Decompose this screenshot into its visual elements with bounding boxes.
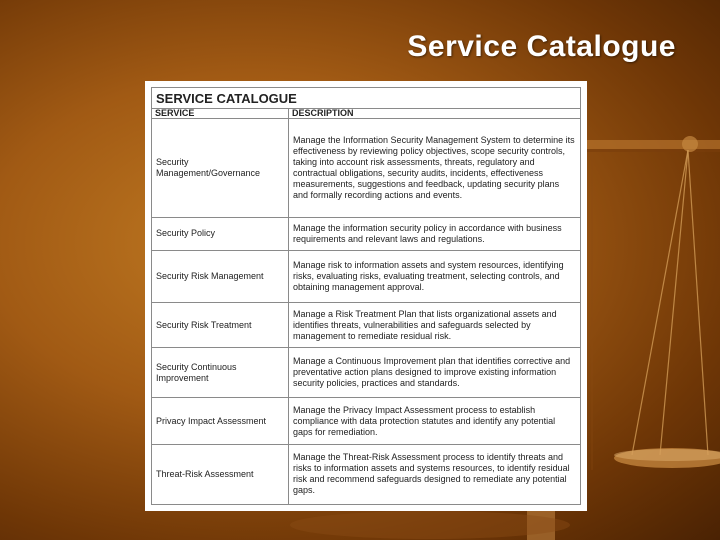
service-name: Security Risk Treatment: [152, 303, 289, 348]
catalogue-title: SERVICE CATALOGUE: [152, 88, 581, 109]
column-header-service: SERVICE: [152, 109, 289, 119]
service-name: Security Risk Management: [152, 250, 289, 302]
service-description: Manage a Risk Treatment Plan that lists organizational assets and identifies threats, vulnerabilities and safeguards selected by management to remediate residual risk.: [289, 303, 581, 348]
table-row: [152, 398, 581, 444]
service-catalogue-document: [145, 81, 587, 511]
service-catalogue-table: [151, 87, 581, 505]
service-name: Threat-Risk Assessment: [152, 444, 289, 504]
service-name: Security Management/Governance: [152, 119, 289, 217]
service-description: Manage the Privacy Impact Assessment process to establish compliance with data protection statutes and identify any potential gaps for remediation.: [289, 398, 581, 444]
service-description: Manage a Continuous Improvement plan that identifies corrective and preventative action plans designed to improve existing information security policies, practices and standards.: [289, 348, 581, 398]
service-name: Privacy Impact Assessment: [152, 398, 289, 444]
table-row: [152, 348, 581, 398]
service-description: Manage risk to information assets and system resources, identifying risks, evaluating risks, evaluating treatment, selecting controls, and obtaining management approval.: [289, 250, 581, 302]
service-name: Security Policy: [152, 217, 289, 250]
service-description: Manage the Threat-Risk Assessment process to identify threats and risks to information assets and systems resources, to identify residual risk and recommend safeguards designed to remediate any potential gaps.: [289, 444, 581, 504]
service-description: Manage the information security policy in accordance with business requirements and relevant laws and regulations.: [289, 217, 581, 250]
column-header-description: DESCRIPTION: [289, 109, 581, 119]
table-row: [152, 250, 581, 302]
table-row: [152, 303, 581, 348]
table-row: [152, 444, 581, 504]
service-name: Security Continuous Improvement: [152, 348, 289, 398]
slide-title: Service Catalogue: [407, 30, 676, 63]
table-row: [152, 217, 581, 250]
service-description: Manage the Information Security Management System to determine its effectiveness by reviewing policy objectives, scope security controls, taking into account risk assessments, threats, regulatory and contractual obligations, security audits, incidents, effectiveness measurements, suggestions and feedback, updating security plans and formally recording actions and events.: [289, 119, 581, 217]
table-row: [152, 119, 581, 217]
